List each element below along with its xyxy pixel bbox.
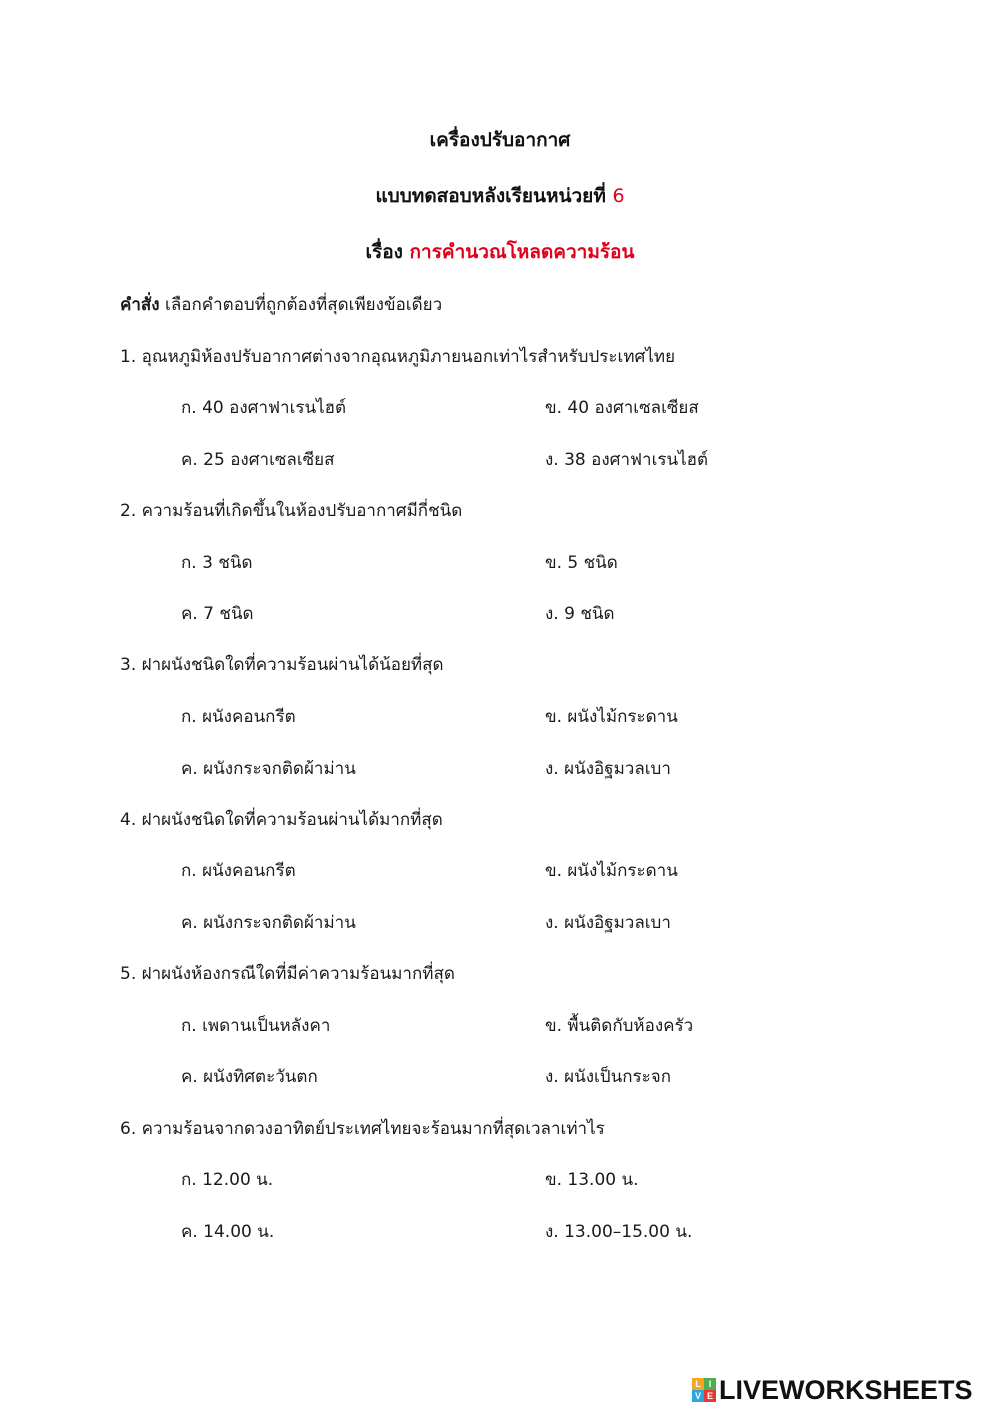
worksheet-subtitle bbox=[0, 182, 1000, 210]
question-1-option-c[interactable]: ค. 25 องศาเซลเซียส bbox=[181, 450, 335, 470]
liveworksheets-logo-icon bbox=[692, 1378, 716, 1402]
unit-number: 6 bbox=[612, 185, 625, 207]
question-6-option-a[interactable]: ก. 12.00 น. bbox=[181, 1170, 274, 1190]
liveworksheets-wordmark: LIVEWORKSHEETS bbox=[719, 1374, 973, 1405]
question-2-text: 2. ความร้อนที่เกิดขึ้นในห้องปรับอากาศมีกี่ชนิด bbox=[120, 501, 463, 521]
question-4-option-c[interactable]: ค. ผนังกระจกติดผ้าม่าน bbox=[181, 913, 356, 933]
question-1-option-d[interactable]: ง. 38 องศาฟาเรนไฮต์ bbox=[545, 450, 709, 470]
worksheet-topic bbox=[0, 238, 1000, 266]
question-5-text: 5. ฝาผนังห้องกรณีใดที่มีค่าความร้อนมากที่สุด bbox=[120, 964, 455, 984]
question-2-option-b[interactable]: ข. 5 ชนิด bbox=[545, 553, 618, 573]
topic-name: การคำนวณโหลดความร้อน bbox=[409, 241, 635, 263]
question-3-option-b[interactable]: ข. ผนังไม้กระดาน bbox=[545, 707, 678, 727]
question-2-option-a[interactable]: ก. 3 ชนิด bbox=[181, 553, 253, 573]
subtitle-prefix: แบบทดสอบหลังเรียนหน่วยที่ bbox=[375, 185, 606, 207]
question-3-option-c[interactable]: ค. ผนังกระจกติดผ้าม่าน bbox=[181, 759, 356, 779]
liveworksheets-logo bbox=[692, 1374, 973, 1406]
logo-letter-i: I bbox=[704, 1378, 716, 1390]
question-2-option-d[interactable]: ง. 9 ชนิด bbox=[545, 604, 615, 624]
question-3-text: 3. ฝาผนังชนิดใดที่ความร้อนผ่านได้น้อยที่สุด bbox=[120, 655, 444, 675]
question-6-option-b[interactable]: ข. 13.00 น. bbox=[545, 1170, 639, 1190]
instruction bbox=[120, 292, 442, 318]
question-1-text: 1. อุณหภูมิห้องปรับอากาศต่างจากอุณหภูมิภายนอกเท่าไรสำหรับประเทศไทย bbox=[120, 347, 676, 367]
question-3-option-d[interactable]: ง. ผนังอิฐมวลเบา bbox=[545, 759, 671, 779]
logo-letter-e: E bbox=[704, 1390, 716, 1402]
question-5-option-d[interactable]: ง. ผนังเป็นกระจก bbox=[545, 1067, 672, 1087]
logo-letter-v: V bbox=[692, 1390, 704, 1402]
question-4-option-b[interactable]: ข. ผนังไม้กระดาน bbox=[545, 861, 678, 881]
question-5-option-c[interactable]: ค. ผนังทิศตะวันตก bbox=[181, 1067, 318, 1087]
question-4-option-a[interactable]: ก. ผนังคอนกรีต bbox=[181, 861, 296, 881]
question-3-option-a[interactable]: ก. ผนังคอนกรีต bbox=[181, 707, 296, 727]
logo-letter-l: L bbox=[692, 1378, 704, 1390]
topic-prefix: เรื่อง bbox=[365, 241, 403, 263]
question-4-text: 4. ฝาผนังชนิดใดที่ความร้อนผ่านได้มากที่สุด bbox=[120, 810, 443, 830]
question-6-option-d[interactable]: ง. 13.00–15.00 น. bbox=[545, 1222, 693, 1242]
question-1-option-a[interactable]: ก. 40 องศาฟาเรนไฮต์ bbox=[181, 398, 347, 418]
question-6-option-c[interactable]: ค. 14.00 น. bbox=[181, 1222, 275, 1242]
instruction-label: คำสั่ง bbox=[120, 295, 160, 315]
question-2-option-c[interactable]: ค. 7 ชนิด bbox=[181, 604, 254, 624]
question-4-option-d[interactable]: ง. ผนังอิฐมวลเบา bbox=[545, 913, 671, 933]
question-5-option-a[interactable]: ก. เพดานเป็นหลังคา bbox=[181, 1016, 331, 1036]
question-5-option-b[interactable]: ข. พื้นติดกับห้องครัว bbox=[545, 1016, 694, 1036]
instruction-text: เลือกคำตอบที่ถูกต้องที่สุดเพียงข้อเดียว bbox=[165, 295, 443, 315]
question-6-text: 6. ความร้อนจากดวงอาทิตย์ประเทศไทยจะร้อนมากที่สุดเวลาเท่าไร bbox=[120, 1119, 605, 1139]
question-1-option-b[interactable]: ข. 40 องศาเซลเซียส bbox=[545, 398, 699, 418]
worksheet-title bbox=[0, 126, 1000, 154]
title-text: เครื่องปรับอากาศ bbox=[429, 129, 571, 151]
